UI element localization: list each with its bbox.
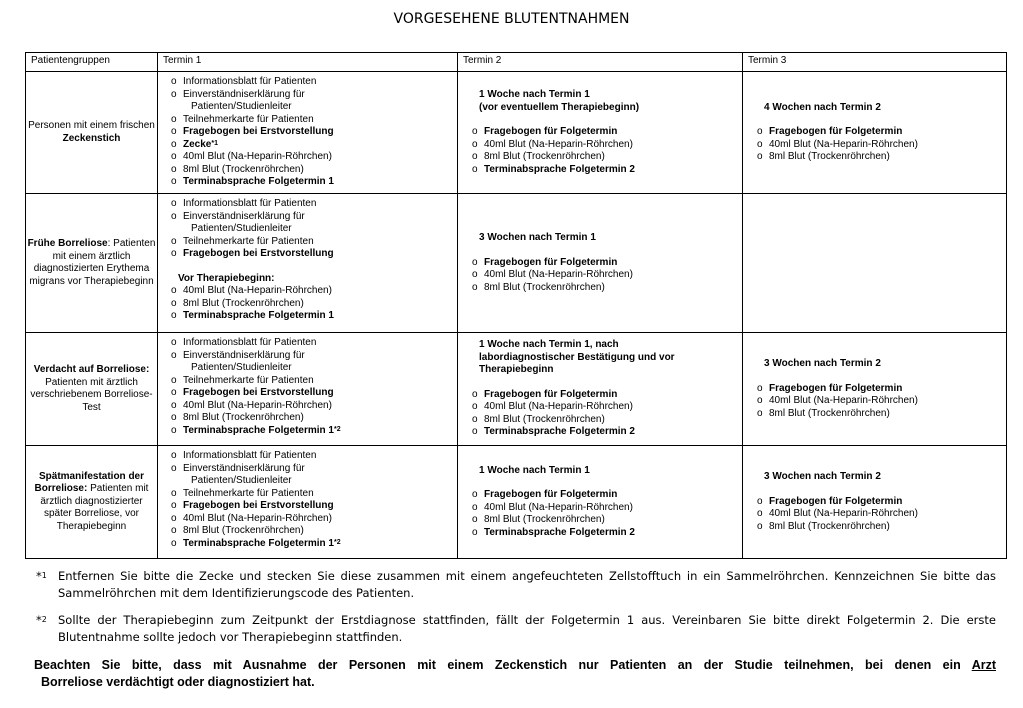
list-item (472, 164, 738, 177)
footnote-text: Sollte der Therapiebeginn zum Zeitpunkt der Erstdiagnose stattfinden, fällt der Folgetermin 1 aus. Vereinbaren Sie bitte direkt Folgetermin 2. Die erste Blutentnahme sollte jedoch vor Therapiebeginn stattfinden. (58, 613, 996, 644)
list-item-text: Terminabsprache Folgetermin 2 (484, 526, 635, 538)
list-item (757, 151, 1002, 164)
list-item-text: 8ml Blut (Trockenröhrchen) (484, 514, 605, 526)
list-item-text: 8ml Blut (Trockenröhrchen) (183, 412, 304, 423)
list-item-text: Fragebogen bei Erstvorstellung (183, 126, 334, 137)
termin-2-cell (458, 446, 743, 559)
list-item (472, 257, 738, 270)
list-item-text: Informationsblatt für Patienten (183, 337, 317, 348)
header-patientengruppen: Patientengruppen (26, 53, 158, 72)
footnote-reference: *2 (333, 425, 341, 433)
timing-line: 3 Wochen nach Termin 2 (764, 358, 881, 369)
list-item-text: Fragebogen für Folgetermin (484, 126, 618, 137)
page-title: VORGESEHENE BLUTENTNAHMEN (393, 11, 630, 27)
checklist (757, 496, 1002, 534)
list-item (171, 236, 453, 249)
list-item (171, 450, 453, 463)
list-item-text: 40ml Blut (Na-Heparin-Röhrchen) (183, 151, 332, 162)
list-item-text: Teilnehmerkarte für Patienten (183, 113, 314, 125)
list-item-text: 40ml Blut (Na-Heparin-Röhrchen) (484, 138, 633, 150)
list-item-text: 40ml Blut (Na-Heparin-Röhrchen) (183, 512, 332, 524)
list-item-text: Teilnehmerkarte für Patienten (183, 374, 314, 386)
list-item-text: 40ml Blut (Na-Heparin-Röhrchen) (183, 399, 332, 411)
timing-note (757, 471, 1002, 484)
footnote-reference: *2 (333, 538, 341, 546)
list-item (171, 400, 453, 413)
group-description: : Patienten mit einem ärztlich diagnostizierten Erythema migrans vor Therapiebeginn (29, 238, 156, 287)
list-item-text: 40ml Blut (Na-Heparin-Röhrchen) (484, 269, 633, 280)
group-name: Verdacht auf Borreliose: (33, 364, 150, 375)
list-item-text: Terminabsprache Folgetermin 1 (183, 310, 334, 321)
termin-2-cell (458, 194, 743, 333)
list-item (171, 126, 453, 139)
list-item-text: Fragebogen für Folgetermin (484, 388, 618, 400)
closing-note: Beachten Sie bitte, dass mit Ausnahme der Personen mit einem Zeckenstich nur Patienten an der Studie teilnehmen, bei denen ein Arzt Borreliose verdächtigt oder diagnostiziert hat. (34, 658, 996, 689)
list-item (171, 513, 453, 526)
list-item-text: Zecke (183, 138, 212, 150)
header-termin-3: Termin 3 (743, 53, 1007, 72)
list-item (757, 383, 1002, 396)
timing-line: 4 Wochen nach Termin 2 (764, 101, 881, 113)
list-item-continuation: Patienten/Studienleiter (191, 223, 292, 234)
header-termin-2: Termin 2 (458, 53, 743, 72)
list-item-text: Informationsblatt für Patienten (183, 76, 317, 87)
list-item-text: 8ml Blut (Trockenröhrchen) (183, 297, 304, 309)
list-item-text: 40ml Blut (Na-Heparin-Röhrchen) (769, 395, 918, 406)
list-item (472, 514, 738, 527)
list-item (472, 126, 738, 139)
list-item-text: 8ml Blut (Trockenröhrchen) (484, 281, 605, 293)
list-item-text: Fragebogen bei Erstvorstellung (183, 248, 334, 259)
list-item (171, 164, 453, 177)
list-item-text: Teilnehmerkarte für Patienten (183, 487, 314, 499)
list-item (171, 89, 453, 102)
list-item (472, 414, 738, 427)
footnote-2 (36, 612, 996, 646)
patient-group-cell (26, 194, 158, 333)
blood-sampling-table (25, 52, 1007, 559)
list-item-text: 40ml Blut (Na-Heparin-Röhrchen) (769, 508, 918, 519)
list-item (472, 282, 738, 295)
checklist (757, 126, 1002, 164)
list-item-text: Einverständniserklärung für (183, 210, 305, 222)
timing-note (472, 232, 738, 245)
timing-line: 3 Wochen nach Termin 1 (479, 232, 596, 243)
list-item-text: Einverständniserklärung für (183, 349, 305, 361)
checklist (757, 383, 1002, 421)
termin-1-cell (158, 333, 458, 446)
list-item (757, 508, 1002, 521)
patient-group-cell (26, 446, 158, 559)
list-item (757, 139, 1002, 152)
list-item (472, 502, 738, 515)
list-item (171, 114, 453, 127)
timing-note (472, 89, 738, 114)
list-item-text: 8ml Blut (Trockenröhrchen) (183, 525, 304, 536)
list-item (472, 426, 738, 439)
group-description: Patienten mit ärztlich diagnostizierter später Borreliose, vor Therapiebeginn (40, 483, 149, 532)
footnote-1 (36, 568, 996, 602)
list-item-text: Einverständniserklärung für (183, 462, 305, 474)
list-item (472, 269, 738, 282)
checklist (472, 257, 738, 295)
termin-2-cell (458, 333, 743, 446)
list-item (171, 198, 453, 211)
list-item (472, 389, 738, 402)
list-item-text: 8ml Blut (Trockenröhrchen) (769, 151, 890, 162)
footnote-marker: *$^2$ (36, 613, 47, 627)
spacer (171, 261, 453, 273)
list-item (171, 425, 453, 438)
termin-1-cell (158, 72, 458, 194)
list-item (472, 527, 738, 540)
list-item (472, 489, 738, 502)
list-item (171, 525, 453, 538)
table-row (26, 194, 1007, 333)
list-item-text: 40ml Blut (Na-Heparin-Röhrchen) (484, 401, 633, 413)
header-termin-1: Termin 1 (158, 53, 458, 72)
list-item-continuation: Patienten/Studienleiter (191, 475, 292, 486)
list-item (171, 375, 453, 388)
underlined-word: Arzt (971, 658, 996, 672)
list-item-text: Fragebogen bei Erstvorstellung (183, 500, 334, 511)
group-name: Zeckenstich (62, 132, 121, 144)
list-item-text: Fragebogen für Folgetermin (769, 495, 903, 507)
list-item-text: Fragebogen für Folgetermin (769, 126, 903, 137)
group-name: Frühe Borreliose (27, 238, 108, 249)
checklist (472, 126, 738, 176)
footnote-marker: *$^1$ (36, 569, 47, 583)
checklist (171, 76, 453, 189)
footnote-reference: *1 (211, 139, 218, 147)
list-item-text: 8ml Blut (Trockenröhrchen) (769, 407, 890, 419)
patient-group-cell (26, 72, 158, 194)
list-item-text: Informationsblatt für Patienten (183, 450, 317, 461)
termin-3-cell (743, 446, 1007, 559)
termin-3-cell (743, 72, 1007, 194)
checklist (171, 337, 453, 437)
termin-3-cell (743, 194, 1007, 333)
list-item (171, 538, 453, 551)
list-item-text: Terminabsprache Folgetermin 1 (183, 176, 334, 187)
timing-line: labordiagnostischer Bestätigung und vor (479, 351, 675, 363)
group-description: Patienten mit ärztlich verschriebenem Borreliose-Test (30, 376, 153, 413)
list-item (171, 285, 453, 298)
timing-line: (vor eventuellem Therapiebeginn) (479, 101, 640, 113)
list-item (171, 500, 453, 513)
list-item-continuation: Patienten/Studienleiter (191, 362, 292, 373)
footnote-text: Entfernen Sie bitte die Zecke und stecken Sie diese zusammen mit einem angefeuchteten Zellstofftuch in ein Sammelröhrchen. Kennzeichnen Sie bitte das Sammelröhrchen mit dem Identifizierungscode des Patienten. (58, 569, 996, 600)
list-item-text: 40ml Blut (Na-Heparin-Röhrchen) (769, 138, 918, 150)
termin-3-cell (743, 333, 1007, 446)
timing-note (757, 102, 1002, 115)
list-item (171, 176, 453, 189)
list-item-text: Teilnehmerkarte für Patienten (183, 235, 314, 247)
list-item (757, 496, 1002, 509)
list-item-text: 8ml Blut (Trockenröhrchen) (484, 413, 605, 425)
table-row (26, 446, 1007, 559)
list-item (757, 395, 1002, 408)
list-item (171, 139, 453, 152)
list-item-text: 8ml Blut (Trockenröhrchen) (183, 163, 304, 175)
table-row (26, 333, 1007, 446)
list-item-text: Terminabsprache Folgetermin 1 (183, 537, 334, 549)
timing-line: Therapiebeginn (479, 364, 554, 376)
list-item (171, 488, 453, 501)
list-item-text: 40ml Blut (Na-Heparin-Röhrchen) (484, 501, 633, 513)
list-item-text: Fragebogen bei Erstvorstellung (183, 387, 334, 398)
patient-group-cell (26, 333, 158, 446)
checklist (472, 489, 738, 539)
list-item-text: Fragebogen für Folgetermin (769, 382, 903, 394)
list-item (757, 126, 1002, 139)
list-item (171, 248, 453, 261)
timing-line: 1 Woche nach Termin 1 (479, 89, 590, 100)
timing-note (757, 358, 1002, 371)
termin-1-cell (158, 194, 458, 333)
list-item-text: 8ml Blut (Trockenröhrchen) (769, 520, 890, 532)
list-item-text: Fragebogen für Folgetermin (484, 256, 618, 268)
timing-note (472, 465, 738, 478)
list-item (472, 151, 738, 164)
list-item-text: 8ml Blut (Trockenröhrchen) (484, 151, 605, 162)
list-item (171, 151, 453, 164)
list-item-text: Terminabsprache Folgetermin 2 (484, 426, 635, 438)
list-item-text: Terminabsprache Folgetermin 1 (183, 424, 334, 436)
list-subheading: Vor Therapiebeginn: (178, 272, 275, 284)
timing-line: 3 Wochen nach Termin 2 (764, 471, 881, 482)
checklist (472, 389, 738, 439)
list-item (171, 350, 453, 363)
list-item-text: Terminabsprache Folgetermin 2 (484, 163, 635, 175)
list-item-text: Fragebogen für Folgetermin (484, 489, 618, 501)
list-item (171, 387, 453, 400)
list-item-text: Informationsblatt für Patienten (183, 198, 317, 209)
list-item (171, 76, 453, 89)
table-row (26, 72, 1007, 194)
list-item-continuation: Patienten/Studienleiter (191, 101, 292, 112)
timing-line: 1 Woche nach Termin 1 (479, 464, 590, 476)
list-item (171, 412, 453, 425)
list-item (472, 139, 738, 152)
list-item-text: 40ml Blut (Na-Heparin-Röhrchen) (183, 285, 332, 296)
list-item-text: Einverständniserklärung für (183, 88, 305, 100)
list-item (171, 310, 453, 323)
list-item (171, 211, 453, 224)
termin-1-cell (158, 446, 458, 559)
group-text: Personen mit einem frischen (28, 120, 155, 131)
list-item (171, 337, 453, 350)
list-item (171, 298, 453, 311)
list-item (171, 463, 453, 476)
timing-line: 1 Woche nach Termin 1, nach (479, 339, 619, 351)
list-item (472, 401, 738, 414)
termin-2-cell (458, 72, 743, 194)
list-item (757, 521, 1002, 534)
checklist (171, 198, 453, 323)
timing-note (472, 339, 738, 377)
list-item (757, 408, 1002, 421)
group-name: Spätmanifestation der Borreliose: (34, 470, 145, 495)
checklist (171, 450, 453, 550)
table-header-row (26, 53, 1007, 72)
